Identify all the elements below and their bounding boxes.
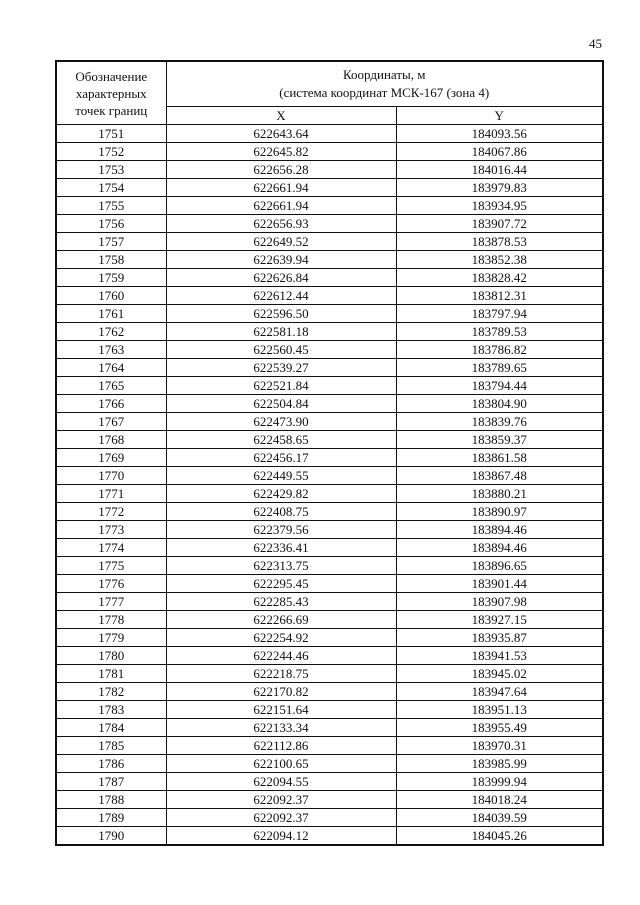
x-coordinate-cell: 622094.55 bbox=[166, 773, 396, 791]
point-id-cell: 1784 bbox=[56, 719, 166, 737]
point-id-cell: 1771 bbox=[56, 485, 166, 503]
x-coordinate-cell: 622379.56 bbox=[166, 521, 396, 539]
point-id-cell: 1780 bbox=[56, 647, 166, 665]
y-coordinate-cell: 183901.44 bbox=[396, 575, 603, 593]
y-coordinate-cell: 183797.94 bbox=[396, 305, 603, 323]
point-id-cell: 1778 bbox=[56, 611, 166, 629]
x-coordinate-cell: 622656.93 bbox=[166, 215, 396, 233]
y-coordinate-cell: 183878.53 bbox=[396, 233, 603, 251]
table-row bbox=[56, 503, 603, 521]
y-coordinate-cell: 184093.56 bbox=[396, 125, 603, 143]
x-coordinate-cell: 622661.94 bbox=[166, 197, 396, 215]
x-coordinate-cell: 622112.86 bbox=[166, 737, 396, 755]
x-coordinate-cell: 622266.69 bbox=[166, 611, 396, 629]
point-header-line-3: точек границ bbox=[75, 102, 148, 118]
table-row bbox=[56, 647, 603, 665]
y-coordinate-cell: 183804.90 bbox=[396, 395, 603, 413]
table-row bbox=[56, 719, 603, 737]
y-coordinate-cell: 183979.83 bbox=[396, 179, 603, 197]
table-row bbox=[56, 143, 603, 161]
point-id-cell: 1790 bbox=[56, 827, 166, 846]
x-coordinate-cell: 622581.18 bbox=[166, 323, 396, 341]
coordinate-system: (система координат МСК-167 (зона 4) bbox=[279, 85, 490, 100]
table-row bbox=[56, 809, 603, 827]
table-row bbox=[56, 161, 603, 179]
point-id-cell: 1786 bbox=[56, 755, 166, 773]
point-designation-header bbox=[56, 61, 166, 125]
table-row bbox=[56, 377, 603, 395]
table-row bbox=[56, 251, 603, 269]
x-coordinate-cell: 622094.12 bbox=[166, 827, 396, 846]
y-coordinate-cell: 183985.99 bbox=[396, 755, 603, 773]
table-row bbox=[56, 791, 603, 809]
point-id-cell: 1787 bbox=[56, 773, 166, 791]
x-coordinate-cell: 622133.34 bbox=[166, 719, 396, 737]
table-row bbox=[56, 215, 603, 233]
table-row bbox=[56, 611, 603, 629]
table-row bbox=[56, 341, 603, 359]
x-coordinate-cell: 622661.94 bbox=[166, 179, 396, 197]
point-id-cell: 1758 bbox=[56, 251, 166, 269]
point-id-cell: 1759 bbox=[56, 269, 166, 287]
x-coordinate-cell: 622092.37 bbox=[166, 791, 396, 809]
y-coordinate-cell: 183894.46 bbox=[396, 521, 603, 539]
x-coordinate-cell: 622151.64 bbox=[166, 701, 396, 719]
x-coordinate-cell: 622285.43 bbox=[166, 593, 396, 611]
y-coordinate-cell: 183789.53 bbox=[396, 323, 603, 341]
table-row bbox=[56, 233, 603, 251]
table-row bbox=[56, 125, 603, 143]
y-coordinate-cell: 184067.86 bbox=[396, 143, 603, 161]
x-coordinate-cell: 622244.46 bbox=[166, 647, 396, 665]
point-id-cell: 1775 bbox=[56, 557, 166, 575]
point-id-cell: 1777 bbox=[56, 593, 166, 611]
x-coordinate-cell: 622408.75 bbox=[166, 503, 396, 521]
point-header-line-2: характерных bbox=[75, 85, 147, 101]
y-coordinate-cell: 183935.87 bbox=[396, 629, 603, 647]
y-coordinate-cell: 183867.48 bbox=[396, 467, 603, 485]
point-id-cell: 1788 bbox=[56, 791, 166, 809]
table-row bbox=[56, 197, 603, 215]
table-row bbox=[56, 575, 603, 593]
table-body bbox=[56, 125, 603, 846]
point-id-cell: 1755 bbox=[56, 197, 166, 215]
point-id-cell: 1753 bbox=[56, 161, 166, 179]
y-coordinate-cell: 183852.38 bbox=[396, 251, 603, 269]
point-id-cell: 1770 bbox=[56, 467, 166, 485]
y-coordinate-cell: 183859.37 bbox=[396, 431, 603, 449]
y-coordinate-cell: 183786.82 bbox=[396, 341, 603, 359]
y-coordinate-cell: 183839.76 bbox=[396, 413, 603, 431]
point-id-cell: 1769 bbox=[56, 449, 166, 467]
point-id-cell: 1762 bbox=[56, 323, 166, 341]
coordinates-title: Координаты, м bbox=[343, 67, 426, 82]
x-coordinate-cell: 622560.45 bbox=[166, 341, 396, 359]
y-coordinate-cell: 183955.49 bbox=[396, 719, 603, 737]
x-coordinate-cell: 622643.64 bbox=[166, 125, 396, 143]
y-coordinate-cell: 183880.21 bbox=[396, 485, 603, 503]
x-coordinate-cell: 622313.75 bbox=[166, 557, 396, 575]
table-row bbox=[56, 665, 603, 683]
point-id-cell: 1772 bbox=[56, 503, 166, 521]
table-row bbox=[56, 413, 603, 431]
page-number: 45 bbox=[589, 36, 602, 51]
table-row bbox=[56, 755, 603, 773]
point-id-cell: 1754 bbox=[56, 179, 166, 197]
x-coordinate-cell: 622449.55 bbox=[166, 467, 396, 485]
x-coordinate-cell: 622170.82 bbox=[166, 683, 396, 701]
y-coordinate-cell: 184018.24 bbox=[396, 791, 603, 809]
point-id-cell: 1760 bbox=[56, 287, 166, 305]
point-id-cell: 1752 bbox=[56, 143, 166, 161]
point-id-cell: 1768 bbox=[56, 431, 166, 449]
table-header bbox=[56, 61, 603, 125]
point-id-cell: 1781 bbox=[56, 665, 166, 683]
point-id-cell: 1763 bbox=[56, 341, 166, 359]
x-coordinate-cell: 622100.65 bbox=[166, 755, 396, 773]
point-id-cell: 1767 bbox=[56, 413, 166, 431]
x-coordinate-cell: 622626.84 bbox=[166, 269, 396, 287]
y-coordinate-cell: 183927.15 bbox=[396, 611, 603, 629]
point-header-line-1: Обозначение bbox=[75, 68, 148, 84]
x-coordinate-cell: 622539.27 bbox=[166, 359, 396, 377]
x-coordinate-cell: 622639.94 bbox=[166, 251, 396, 269]
x-coordinate-cell: 622254.92 bbox=[166, 629, 396, 647]
point-id-cell: 1776 bbox=[56, 575, 166, 593]
point-id-cell: 1766 bbox=[56, 395, 166, 413]
point-id-cell: 1783 bbox=[56, 701, 166, 719]
point-id-cell: 1757 bbox=[56, 233, 166, 251]
y-coordinate-cell: 183999.94 bbox=[396, 773, 603, 791]
y-coordinate-cell: 183907.98 bbox=[396, 593, 603, 611]
y-coordinate-cell: 183789.65 bbox=[396, 359, 603, 377]
table-row bbox=[56, 305, 603, 323]
y-coordinate-cell: 183861.58 bbox=[396, 449, 603, 467]
x-coordinate-cell: 622336.41 bbox=[166, 539, 396, 557]
point-id-cell: 1751 bbox=[56, 125, 166, 143]
y-coordinate-cell: 183794.44 bbox=[396, 377, 603, 395]
y-coordinate-cell: 184039.59 bbox=[396, 809, 603, 827]
table-row bbox=[56, 629, 603, 647]
point-id-cell: 1773 bbox=[56, 521, 166, 539]
table-row bbox=[56, 557, 603, 575]
x-coordinate-cell: 622473.90 bbox=[166, 413, 396, 431]
x-coordinate-cell: 622649.52 bbox=[166, 233, 396, 251]
y-coordinate-cell: 184045.26 bbox=[396, 827, 603, 846]
table-row bbox=[56, 593, 603, 611]
x-coordinate-cell: 622429.82 bbox=[166, 485, 396, 503]
table-row bbox=[56, 395, 603, 413]
y-coordinate-cell: 183907.72 bbox=[396, 215, 603, 233]
x-coordinate-cell: 622504.84 bbox=[166, 395, 396, 413]
y-coordinate-cell: 184016.44 bbox=[396, 161, 603, 179]
point-id-cell: 1761 bbox=[56, 305, 166, 323]
coordinates-table bbox=[55, 60, 604, 846]
x-coordinate-cell: 622645.82 bbox=[166, 143, 396, 161]
table-row bbox=[56, 269, 603, 287]
point-id-cell: 1764 bbox=[56, 359, 166, 377]
table-row bbox=[56, 683, 603, 701]
x-column-header: X bbox=[166, 107, 396, 125]
y-coordinate-cell: 183945.02 bbox=[396, 665, 603, 683]
y-coordinate-cell: 183934.95 bbox=[396, 197, 603, 215]
table-row bbox=[56, 467, 603, 485]
x-coordinate-cell: 622521.84 bbox=[166, 377, 396, 395]
table-row bbox=[56, 359, 603, 377]
y-coordinate-cell: 183896.65 bbox=[396, 557, 603, 575]
x-coordinate-cell: 622295.45 bbox=[166, 575, 396, 593]
table-row bbox=[56, 521, 603, 539]
point-id-cell: 1756 bbox=[56, 215, 166, 233]
y-coordinate-cell: 183970.31 bbox=[396, 737, 603, 755]
y-coordinate-cell: 183890.97 bbox=[396, 503, 603, 521]
table-row bbox=[56, 449, 603, 467]
point-id-cell: 1785 bbox=[56, 737, 166, 755]
coordinates-header bbox=[166, 61, 603, 107]
table-row bbox=[56, 737, 603, 755]
x-coordinate-cell: 622612.44 bbox=[166, 287, 396, 305]
y-coordinate-cell: 183951.13 bbox=[396, 701, 603, 719]
x-coordinate-cell: 622218.75 bbox=[166, 665, 396, 683]
table-row bbox=[56, 323, 603, 341]
table-row bbox=[56, 773, 603, 791]
y-coordinate-cell: 183812.31 bbox=[396, 287, 603, 305]
x-coordinate-cell: 622596.50 bbox=[166, 305, 396, 323]
point-id-cell: 1782 bbox=[56, 683, 166, 701]
table-row bbox=[56, 179, 603, 197]
y-column-header: Y bbox=[396, 107, 603, 125]
x-coordinate-cell: 622458.65 bbox=[166, 431, 396, 449]
point-id-cell: 1779 bbox=[56, 629, 166, 647]
y-coordinate-cell: 183894.46 bbox=[396, 539, 603, 557]
point-id-cell: 1774 bbox=[56, 539, 166, 557]
table-row bbox=[56, 827, 603, 846]
table-row bbox=[56, 287, 603, 305]
table-row bbox=[56, 539, 603, 557]
point-id-cell: 1789 bbox=[56, 809, 166, 827]
y-coordinate-cell: 183941.53 bbox=[396, 647, 603, 665]
x-coordinate-cell: 622092.37 bbox=[166, 809, 396, 827]
x-coordinate-cell: 622656.28 bbox=[166, 161, 396, 179]
x-coordinate-cell: 622456.17 bbox=[166, 449, 396, 467]
point-id-cell: 1765 bbox=[56, 377, 166, 395]
table-row bbox=[56, 701, 603, 719]
y-coordinate-cell: 183947.64 bbox=[396, 683, 603, 701]
table-row bbox=[56, 485, 603, 503]
table-row bbox=[56, 431, 603, 449]
y-coordinate-cell: 183828.42 bbox=[396, 269, 603, 287]
